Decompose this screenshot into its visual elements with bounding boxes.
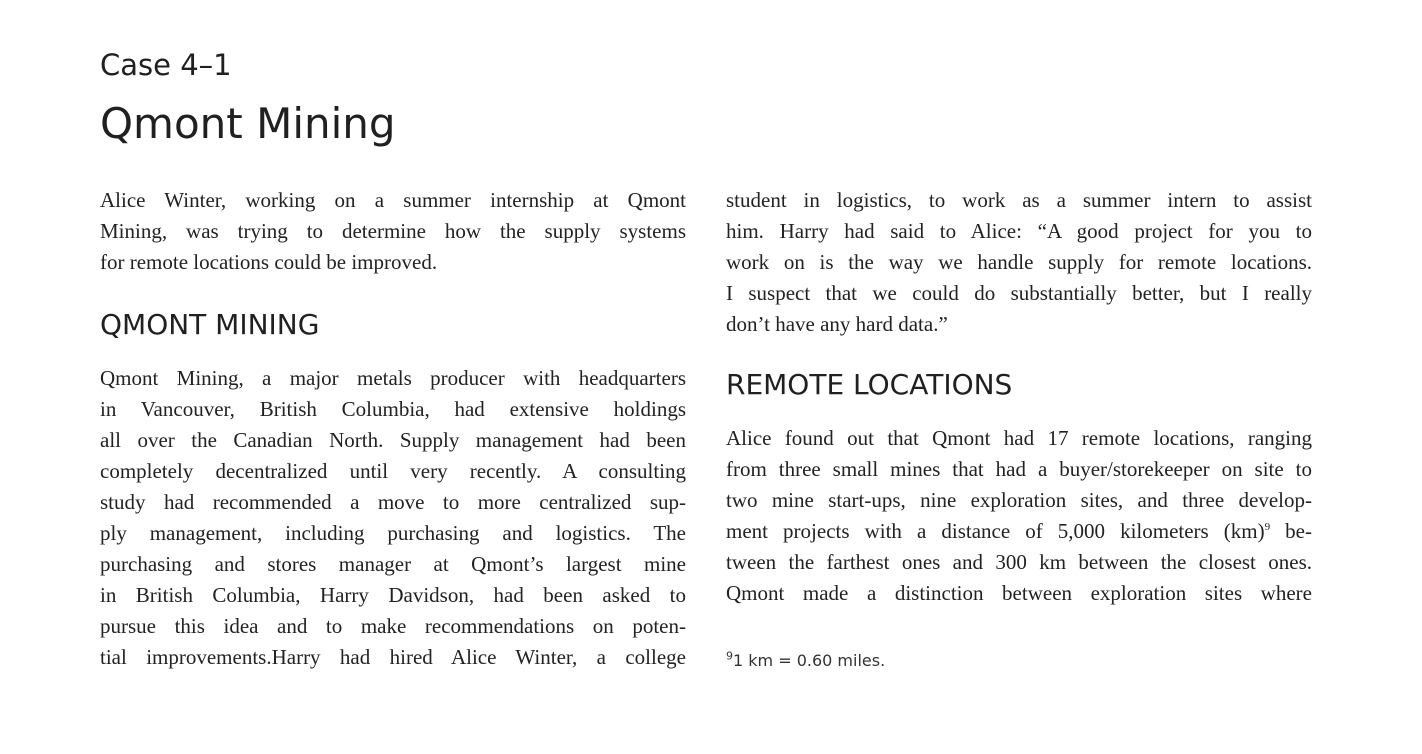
- right-body-line-1: Alice found out that Qmont had 17 remote locations, ranging: [726, 426, 1312, 450]
- left-body-line-3: all over the Canadian North. Supply management had been: [100, 428, 686, 452]
- right-body-line-4: [726, 516, 1312, 547]
- section-heading-qmont-mining: QMONT MINING: [100, 308, 320, 341]
- left-body-line-4: completely decentralized until very recently. A consulting: [100, 459, 686, 483]
- footnote-reference: 9: [1264, 521, 1271, 533]
- footnote-text: 1 km = 0.60 miles.: [733, 651, 886, 670]
- left-body-line-8: in British Columbia, Harry Davidson, had been asked to: [100, 583, 686, 607]
- left-body-line-7: purchasing and stores manager at Qmont’s largest mine: [100, 552, 686, 576]
- left-intro-line-3: for remote locations could be improved.: [100, 250, 438, 274]
- page-title: Qmont Mining: [100, 99, 396, 148]
- right-intro-line-4: I suspect that we could do substantially better, but I really: [726, 281, 1312, 305]
- left-body-line-2: in Vancouver, British Columbia, had extensive holdings: [100, 397, 686, 421]
- right-body-line-4-text: ment projects with a distance of 5,000 kilometers (km): [726, 519, 1265, 543]
- right-intro-line-1: student in logistics, to work as a summer intern to assist: [726, 188, 1312, 212]
- footnote: [726, 651, 885, 670]
- right-body-line-4-tail: be-: [1270, 519, 1312, 543]
- left-body-line-10: tial improvements.Harry had hired Alice Winter, a college: [100, 645, 686, 669]
- right-intro-line-3: work on is the way we handle supply for remote locations.: [726, 250, 1312, 274]
- right-intro-line-5: don’t have any hard data.”: [726, 312, 948, 336]
- right-body-line-5: tween the farthest ones and 300 km between the closest ones.: [726, 550, 1312, 574]
- left-body-line-6: ply management, including purchasing and logistics. The: [100, 521, 686, 545]
- right-intro-line-2: him. Harry had said to Alice: “A good project for you to: [726, 219, 1312, 243]
- left-body-line-1: Qmont Mining, a major metals producer with headquarters: [100, 366, 686, 390]
- right-body-line-3: two mine start-ups, nine exploration sites, and three develop-: [726, 488, 1312, 512]
- right-body-line-6: Qmont made a distinction between exploration sites where: [726, 581, 1312, 605]
- section-heading-remote-locations: REMOTE LOCATIONS: [726, 368, 1013, 401]
- footnote-marker: 9: [726, 649, 733, 663]
- right-body-line-2: from three small mines that had a buyer/storekeeper on site to: [726, 457, 1312, 481]
- left-body-line-9: pursue this idea and to make recommendations on poten-: [100, 614, 686, 638]
- left-intro-line-1: Alice Winter, working on a summer internship at Qmont: [100, 188, 686, 212]
- case-label: Case 4–1: [100, 48, 232, 82]
- left-body-line-5: study had recommended a move to more centralized sup-: [100, 490, 686, 514]
- left-intro-line-2: Mining, was trying to determine how the supply systems: [100, 219, 686, 243]
